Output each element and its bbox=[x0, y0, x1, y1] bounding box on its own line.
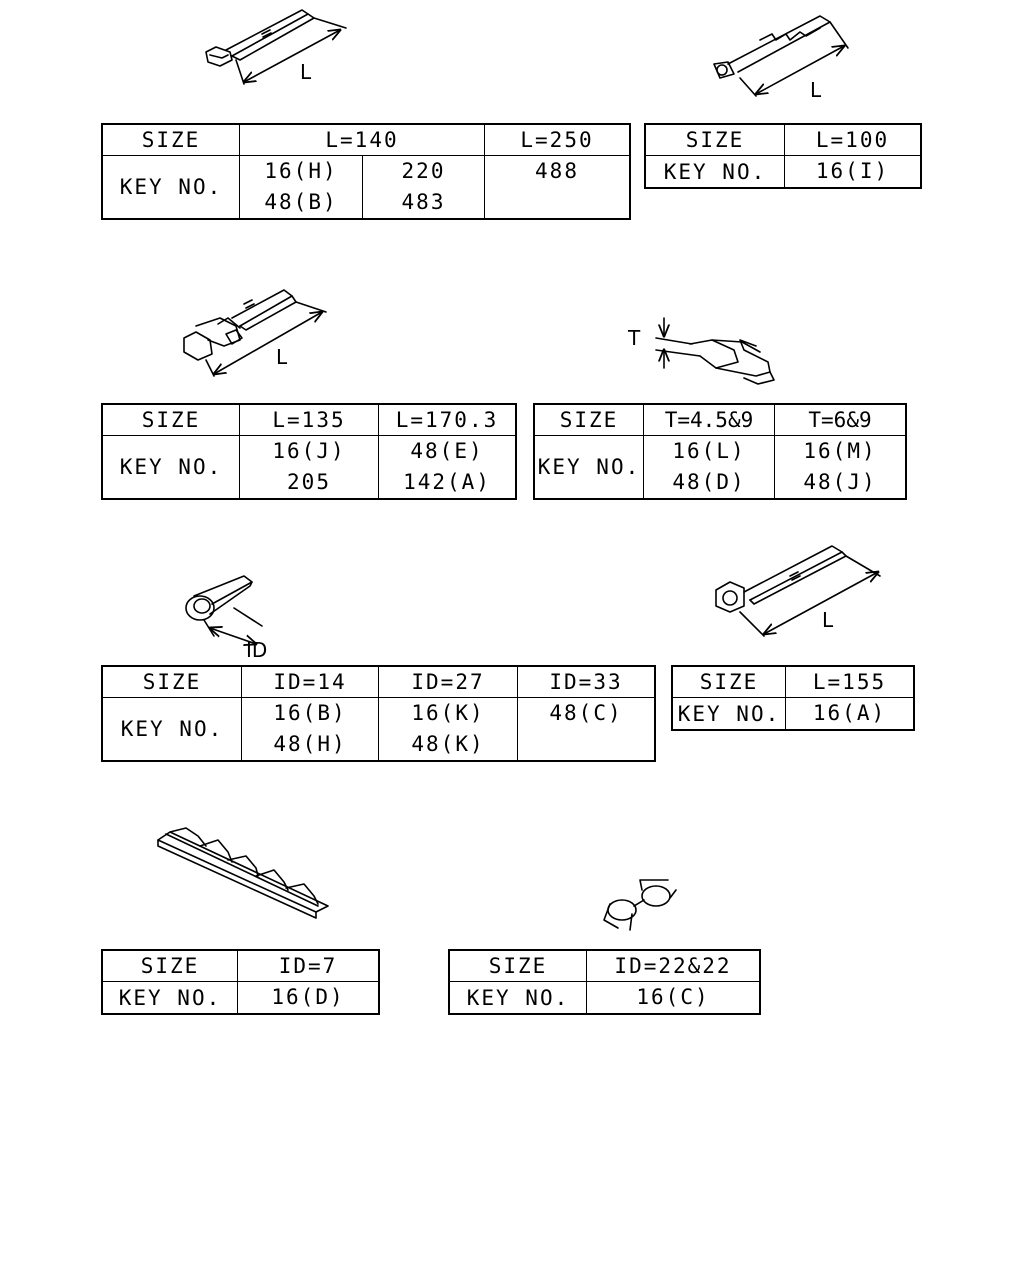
size-header: SIZE bbox=[102, 666, 242, 698]
size-col-l135: L=135 bbox=[240, 404, 379, 436]
spec-table-8 bbox=[448, 949, 761, 1015]
key-value: 48(H) bbox=[273, 732, 347, 756]
size-header: SIZE bbox=[534, 404, 644, 436]
key-value: 142(A) bbox=[403, 470, 491, 494]
spec-table-5 bbox=[101, 665, 656, 762]
size-col-t6: T=6&9 bbox=[775, 404, 907, 436]
cable-tie-figure-2 bbox=[714, 16, 848, 96]
size-col-l100: L=100 bbox=[785, 124, 922, 156]
size-header: SIZE bbox=[672, 666, 786, 698]
key-no-label: KEY NO. bbox=[102, 698, 242, 762]
key-value: 16(L) bbox=[672, 439, 746, 463]
size-header: SIZE bbox=[102, 124, 240, 156]
key-value: 48(C) bbox=[549, 701, 623, 725]
size-col-l155: L=155 bbox=[786, 666, 915, 698]
multi-clip-strip-figure bbox=[158, 828, 328, 918]
spec-table-1 bbox=[101, 123, 631, 220]
dimension-label-l-1: L bbox=[300, 60, 312, 84]
size-col-l250: L=250 bbox=[485, 124, 631, 156]
size-col-id33: ID=33 bbox=[518, 666, 656, 698]
size-col-l140: L=140 bbox=[240, 124, 485, 156]
dimension-label-l-3: L bbox=[276, 345, 288, 369]
size-col-id22: ID=22&22 bbox=[587, 950, 761, 982]
dimension-label-id: ID bbox=[246, 638, 268, 662]
key-value: 16(M) bbox=[803, 439, 877, 463]
key-value: 16(C) bbox=[636, 985, 710, 1009]
spec-table-7 bbox=[101, 949, 380, 1015]
key-value: 48(E) bbox=[410, 439, 484, 463]
cable-tie-figure-1 bbox=[206, 10, 346, 84]
size-col-id7: ID=7 bbox=[238, 950, 380, 982]
spec-table-4 bbox=[533, 403, 907, 500]
size-col-id27: ID=27 bbox=[379, 666, 518, 698]
key-value: 16(J) bbox=[272, 439, 346, 463]
key-no-label: KEY NO. bbox=[102, 156, 240, 220]
key-no-label: KEY NO. bbox=[645, 156, 785, 189]
key-value: 488 bbox=[535, 159, 579, 183]
size-col-id14: ID=14 bbox=[242, 666, 379, 698]
size-col-l170: L=170.3 bbox=[379, 404, 517, 436]
double-clip-figure bbox=[604, 880, 676, 930]
key-value: 16(A) bbox=[812, 701, 887, 725]
ring-tie-figure bbox=[186, 576, 262, 644]
key-value: 16(H) bbox=[264, 159, 338, 183]
key-value: 48(J) bbox=[803, 470, 877, 494]
key-no-label: KEY NO. bbox=[102, 982, 238, 1015]
key-value bbox=[518, 729, 654, 760]
spring-clip-figure bbox=[656, 318, 774, 384]
dimension-label-l-2: L bbox=[810, 78, 822, 102]
size-header: SIZE bbox=[645, 124, 785, 156]
spec-table-2 bbox=[644, 123, 922, 189]
key-value: 483 bbox=[401, 190, 446, 214]
key-value: 220 bbox=[401, 159, 446, 183]
dimension-label-t: T bbox=[628, 326, 641, 350]
size-header: SIZE bbox=[102, 950, 238, 982]
key-no-label: KEY NO. bbox=[534, 436, 644, 500]
key-value bbox=[485, 187, 629, 218]
key-value: 16(I) bbox=[815, 159, 890, 183]
key-no-label: KEY NO. bbox=[102, 436, 240, 500]
spec-table-3 bbox=[101, 403, 517, 500]
key-value: 16(B) bbox=[273, 701, 347, 725]
size-header: SIZE bbox=[449, 950, 587, 982]
key-value: 205 bbox=[287, 470, 331, 494]
key-no-label: KEY NO. bbox=[672, 698, 786, 731]
key-value: 48(K) bbox=[411, 732, 485, 756]
cable-tie-figure-6 bbox=[716, 546, 880, 636]
size-col-t45: T=4.5&9 bbox=[644, 404, 775, 436]
key-value: 48(D) bbox=[672, 470, 746, 494]
spec-table-6 bbox=[671, 665, 915, 731]
cable-tie-figure-3 bbox=[184, 290, 326, 376]
key-value: 16(D) bbox=[271, 985, 345, 1009]
key-value: 48(B) bbox=[264, 190, 338, 214]
key-value: 16(K) bbox=[411, 701, 485, 725]
size-header: SIZE bbox=[102, 404, 240, 436]
dimension-label-l-6: L bbox=[822, 608, 834, 632]
key-no-label: KEY NO. bbox=[449, 982, 587, 1015]
